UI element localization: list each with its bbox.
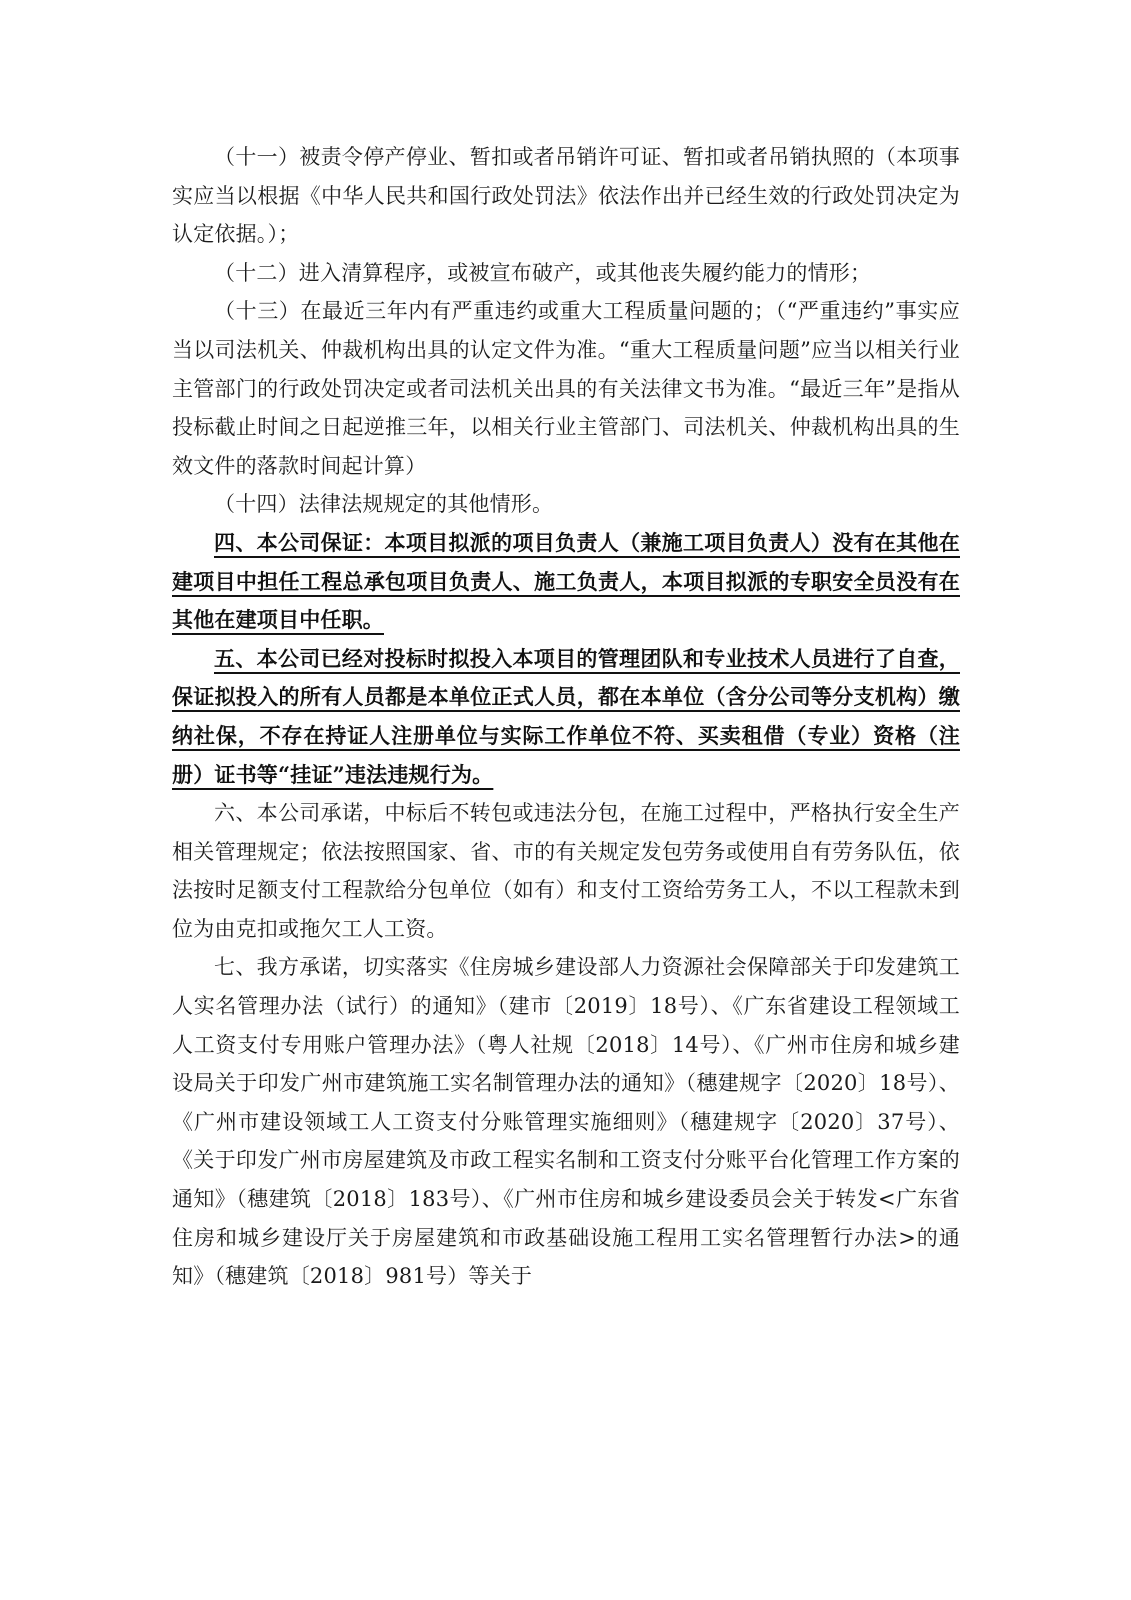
section-5-self-check: 五、本公司已经对投标时拟投入本项目的管理团队和专业技术人员进行了自查，保证拟投入的所有人员都是本单位正式人员，都在本单位（含分公司等分支机构）缴纳社保，不存在持证人注册单位与实际工作单位不符、买卖租借（专业）资格（注册）证书等“挂证”违法违规行为。 bbox=[172, 645, 960, 787]
clause-13: （十三）在最近三年内有严重违约或重大工程质量问题的；（“严重违约”事实应当以司法机关、仲裁机构出具的认定文件为准。“重大工程质量问题”应当以相关行业主管部门的行政处罚决定或者司法机关出具的有关法律文书为准。“最近三年”是指从投标截止时间之日起逆推三年，以相关行业主管部门、司法机关、仲裁机构出具的生效文件的落款时间起计算） bbox=[172, 299, 960, 478]
section-4-guarantee: 四、本公司保证：本项目拟派的项目负责人（兼施工项目负责人）没有在其他在建项目中担任工程总承包项目负责人、施工负责人，本项目拟派的专职安全员没有在其他在建项目中任职。 bbox=[172, 529, 960, 633]
section-7-commitment: 七、我方承诺，切实落实《住房城乡建设部人力资源社会保障部关于印发建筑工人实名管理办法（试行）的通知》（建市〔2019〕18号）、《广东省建设工程领域工人工资支付专用账户管理办法》（粤人社规〔2018〕14号）、《广州市住房和城乡建设局关于印发广州市建筑施工实名制管理办法的通知》（穗建规字〔2020〕18号）、《广州市建设领域工人工资支付分账管理实施细则》（穗建规字〔2020〕37号）、《关于印发广州市房屋建筑及市政工程实名制和工资支付分账平台化管理工作方案的通知》（穗建筑〔2018〕183号）、《广州市住房和城乡建设委员会关于转发<广东省住房和城乡建设厅关于房屋建筑和市政基础设施工程用工实名管理暂行办法>的通知》（穗建筑〔2018〕981号）等关于 bbox=[172, 955, 960, 1289]
document-body bbox=[172, 138, 960, 1296]
clause-14: （十四）法律法规规定的其他情形。 bbox=[214, 492, 554, 517]
clause-12: （十二）进入清算程序，或被宣布破产，或其他丧失履约能力的情形； bbox=[214, 260, 872, 285]
section-6-commitment: 六、本公司承诺，中标后不转包或违法分包，在施工过程中，严格执行安全生产相关管理规定；依法按照国家、省、市的有关规定发包劳务或使用自有劳务队伍，依法按时足额支付工程款给分包单位（如有）和支付工资给劳务工人，不以工程款未到位为由克扣或拖欠工人工资。 bbox=[172, 801, 960, 941]
clause-11: （十一）被责令停产停业、暂扣或者吊销许可证、暂扣或者吊销执照的（本项事实应当以根据《中华人民共和国行政处罚法》依法作出并已经生效的行政处罚决定为认定依据。）； bbox=[172, 145, 960, 247]
